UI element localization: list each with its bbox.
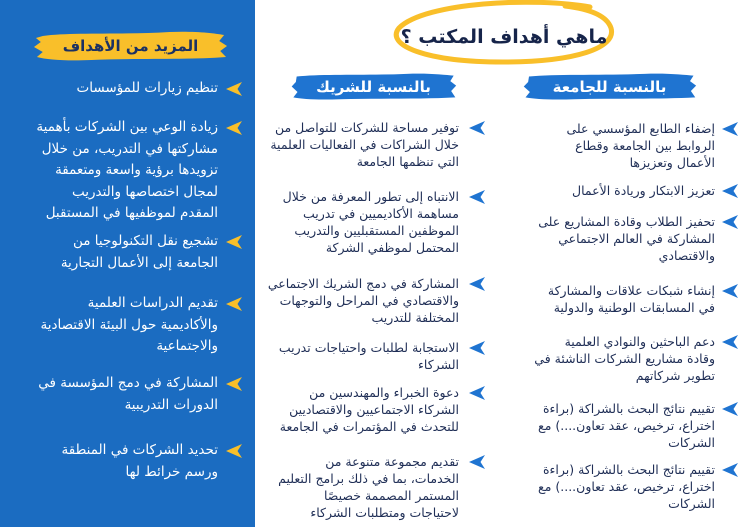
partner-goal-item — [260, 188, 485, 256]
more-goals-item — [10, 373, 242, 416]
goal-text-line: ورسم خرائط لها — [125, 463, 218, 480]
goal-text-line: زيادة الوعي بين الشركات بأهمية — [36, 119, 218, 135]
university-goal-item — [505, 282, 738, 316]
partner-goal-item — [260, 339, 485, 373]
goal-text-line: إضفاء الطابع المؤسسي على — [566, 121, 715, 136]
more-goals-item-text — [10, 78, 218, 100]
goal-text-line: المحتمل لموظفي الشركة — [325, 240, 459, 255]
goal-text-line: الخدمات، بما في ذلك برامج التعليم — [278, 471, 459, 486]
more-goals-item — [10, 440, 242, 483]
goal-text-line: الانتباه إلى تطور المعرفة من خلال — [282, 189, 459, 204]
partner-goal-text — [260, 188, 459, 256]
arrow-left-icon — [722, 335, 738, 349]
arrow-left-icon — [226, 377, 242, 391]
goal-text-line: الموظفين المستقبليين والتدريب — [294, 223, 459, 238]
arrow-left-icon — [469, 277, 485, 291]
goal-text-line: تطوير شركاتهم — [635, 368, 715, 383]
goal-text-line: المختلفة للتدريب — [371, 310, 459, 325]
arrow-left-icon — [722, 463, 738, 477]
university-goal-text — [505, 213, 715, 264]
university-heading-banner — [522, 72, 697, 101]
arrow-left-icon — [722, 122, 738, 136]
goal-text-line: الشركات — [668, 496, 715, 511]
more-goals-item-text — [10, 117, 218, 225]
goal-text-line: للتحدث في المؤتمرات في الجامعة — [279, 419, 459, 434]
goal-text-line: التي تنظمها الجامعة — [356, 154, 459, 169]
goal-text-line: اختراع، ترخيص، عقد تعاون....) مع — [538, 479, 715, 494]
more-goals-item — [10, 78, 242, 100]
university-goal-text — [505, 182, 715, 199]
goal-text-line: تزويدها برؤية واسعة ومتعمقة — [55, 162, 218, 178]
goal-text-line: توفير مساحة للشركات للتواصل من — [274, 120, 459, 135]
goal-text-line: الروابط بين الجامعة وقطاع — [575, 138, 715, 153]
university-goal-item — [505, 400, 738, 451]
university-goal-text — [505, 333, 715, 384]
more-goals-item — [10, 117, 242, 225]
arrow-left-icon — [469, 341, 485, 355]
arrow-left-icon — [722, 184, 738, 198]
goal-text-line: والأكاديمية حول البيئة الاقتصادية — [40, 316, 218, 333]
arrow-left-icon — [722, 215, 738, 229]
goal-text-line: والاقتصادي — [658, 248, 715, 263]
university-goal-item — [505, 333, 738, 384]
university-goal-text — [505, 120, 715, 171]
university-goal-text — [505, 282, 715, 316]
partner-heading-banner — [290, 72, 457, 101]
university-goal-item — [505, 120, 738, 171]
goal-text-line: اختراع، ترخيص، عقد تعاون....) مع — [538, 418, 715, 433]
university-goal-item — [505, 182, 738, 199]
goal-text-line: المشاركة في العالم الاجتماعي — [558, 231, 715, 246]
more-goals-item-text — [10, 440, 218, 483]
arrow-left-icon — [722, 402, 738, 416]
more-goals-heading-banner — [33, 30, 228, 62]
partner-goal-item — [260, 453, 485, 521]
goal-text-line: المستمر المصممة خصيصًا — [324, 488, 459, 503]
goal-text-line: تقييم نتائج البحث بالشراكة (براءة — [543, 401, 715, 416]
goal-text-line: الاستجابة لطلبات واحتياجات تدريب — [278, 340, 459, 355]
goal-text-line: مساهمة الأكاديميين في تدريب — [302, 206, 459, 221]
arrow-left-icon — [469, 455, 485, 469]
more-goals-item-text — [10, 293, 218, 358]
goal-text-line: لاحتياجات ومتطلبات الشركاء — [310, 505, 459, 520]
goal-text-line: تقديم مجموعة متنوعة من — [325, 454, 459, 469]
partner-goal-item — [260, 384, 485, 435]
goal-text-line: المشاركة في دمج المؤسسة في — [38, 375, 218, 391]
goal-text-line: مشاركتها في التدريب، من خلال — [41, 140, 218, 157]
goal-text-line: الشركاء الاجتماعيين والاقتصاديين — [289, 402, 459, 417]
arrow-left-icon — [469, 121, 485, 135]
arrow-left-icon — [226, 82, 242, 96]
partner-goal-text — [260, 119, 459, 170]
goal-text-line: وقادة مشاريع الشركات الناشئة في — [534, 351, 715, 366]
arrow-left-icon — [226, 297, 242, 311]
goal-text-line: الأعمال وتعزيزها — [629, 155, 715, 170]
goal-text-line: تنظيم زيارات للمؤسسات — [76, 80, 218, 96]
university-goal-text — [505, 461, 715, 512]
goal-text-line: في المسابقات الوطنية والدولية — [553, 300, 715, 315]
goal-text-line: تحفيز الطلاب وقادة المشاريع على — [538, 214, 715, 229]
arrow-left-icon — [469, 190, 485, 204]
page-title: ماهي أهداف المكتب ؟ — [400, 26, 608, 48]
goal-text-line: تشجيع نقل التكنولوجيا من — [72, 233, 218, 249]
goal-text-line: تقديم الدراسات العلمية — [87, 295, 218, 311]
goal-text-line: دعوة الخبراء والمهندسين من — [309, 385, 459, 400]
university-heading: بالنسبة للجامعة — [552, 77, 667, 96]
goal-text-line: المشاركة في دمج الشريك الاجتماعي — [267, 276, 459, 291]
more-goals-heading: المزيد من الأهداف — [62, 37, 199, 55]
partner-goal-text — [260, 275, 459, 326]
more-goals-item — [10, 231, 242, 274]
goal-text-line: الشركاء — [418, 357, 459, 372]
university-goal-text — [505, 400, 715, 451]
partner-goal-text — [260, 384, 459, 435]
goal-text-line: تعزيز الابتكار وريادة الأعمال — [572, 183, 715, 198]
goal-text-line: الشركات — [668, 435, 715, 450]
goal-text-line: المقدم لموظفيها في المستقبل — [45, 205, 218, 221]
goal-text-line: إنشاء شبكات علاقات والمشاركة — [547, 283, 715, 298]
university-goal-item — [505, 213, 738, 264]
partner-heading: بالنسبة للشريك — [316, 77, 431, 96]
partner-goal-text — [260, 453, 459, 521]
goal-text-line: تحديد الشركات في المنطقة — [61, 442, 218, 458]
arrow-left-icon — [226, 121, 242, 135]
arrow-left-icon — [469, 386, 485, 400]
goal-text-line: الجامعة إلى الأعمال التجارية — [60, 254, 218, 271]
arrow-left-icon — [722, 284, 738, 298]
arrow-left-icon — [226, 235, 242, 249]
goal-text-line: تقييم نتائج البحث بالشراكة (براءة — [543, 462, 715, 477]
goal-text-line: خلال الشراكات في الفعاليات العلمية — [270, 137, 459, 152]
goal-text-line: لمجال اختصاصها والتدريب — [71, 183, 218, 200]
arrow-left-icon — [226, 444, 242, 458]
goal-text-line: والاجتماعية — [156, 338, 218, 354]
university-goal-item — [505, 461, 738, 512]
partner-goal-text — [260, 339, 459, 373]
goal-text-line: والاقتصادي في المراحل والتوجهات — [279, 293, 459, 308]
more-goals-item — [10, 293, 242, 358]
more-goals-panel — [0, 0, 255, 527]
more-goals-item-text — [10, 231, 218, 274]
goal-text-line: الدورات التدريبية — [124, 396, 218, 413]
goal-text-line: دعم الباحثين والنوادي العلمية — [564, 334, 715, 349]
more-goals-item-text — [10, 373, 218, 416]
partner-goal-item — [260, 275, 485, 326]
partner-goal-item — [260, 119, 485, 170]
